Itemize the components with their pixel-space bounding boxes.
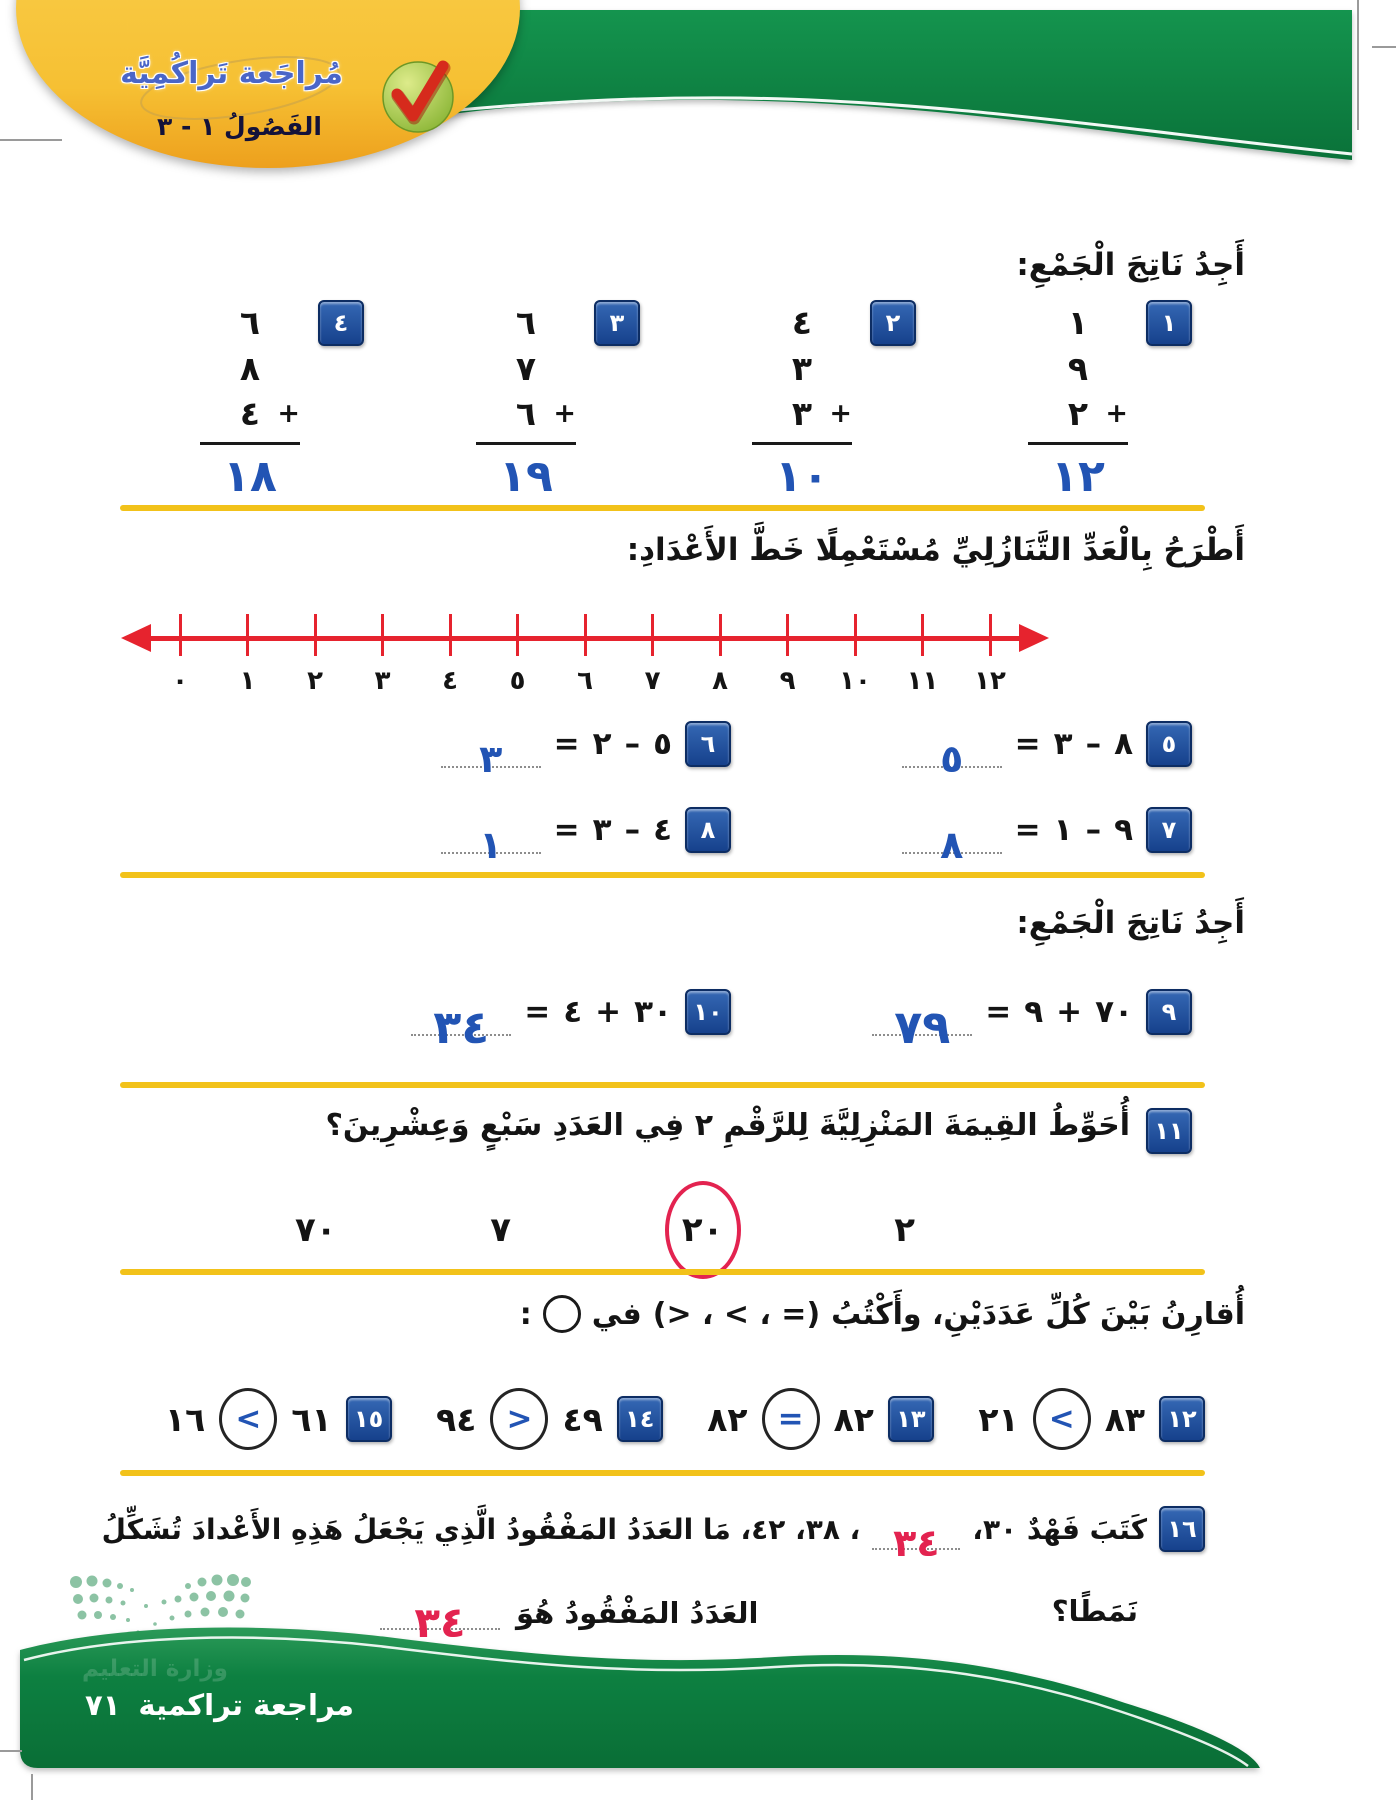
minus-sign: – bbox=[624, 726, 641, 762]
problem-15 bbox=[165, 1388, 392, 1450]
problem-number-badge: ٦ bbox=[685, 721, 731, 767]
section-addition1-heading: أَجِدُ نَاتِجَ الْجَمْعِ: bbox=[1016, 247, 1245, 283]
left-number: ١٦ bbox=[165, 1399, 206, 1439]
problem-10 bbox=[330, 988, 731, 1054]
problem-number-badge: ٥ bbox=[1146, 721, 1192, 767]
vertical-addition-row bbox=[200, 300, 1192, 502]
equals-sign: = bbox=[1014, 812, 1041, 848]
crop-mark bbox=[1372, 46, 1396, 48]
addend: ٣ bbox=[791, 349, 813, 388]
handwritten-answer: ٣٤ bbox=[433, 1000, 490, 1054]
problem-6 bbox=[330, 720, 731, 781]
handwritten-answer: ١٢ bbox=[1051, 451, 1105, 502]
heading-colon: : bbox=[519, 1296, 532, 1332]
equals-sign: = bbox=[1014, 726, 1041, 762]
answer-blank bbox=[902, 806, 1002, 867]
handwritten-symbol: > bbox=[506, 1401, 533, 1437]
problem-number-badge: ١٠ bbox=[685, 989, 731, 1035]
page-subtitle: الفَصُولُ ١ - ٣ bbox=[157, 112, 322, 141]
equals-sign: = bbox=[524, 994, 551, 1030]
problem-number-badge: ١ bbox=[1146, 300, 1192, 346]
comparison-symbols: (> ، < ، =) bbox=[652, 1296, 821, 1332]
crop-mark bbox=[31, 1774, 33, 1800]
addend: ٨ bbox=[239, 349, 261, 388]
numberline-label: ٥ bbox=[509, 666, 526, 696]
crop-mark bbox=[1357, 0, 1359, 130]
handwritten-answer: ٣ bbox=[479, 737, 503, 781]
handwritten-answer-red: ٣٤ bbox=[893, 1521, 940, 1565]
numberline-label: ١ bbox=[239, 666, 256, 696]
addend: ٣ bbox=[791, 394, 813, 433]
left-number: ٢١ bbox=[978, 1399, 1019, 1439]
right-number: ٨٢ bbox=[833, 1399, 874, 1439]
minus-sign: – bbox=[624, 812, 641, 848]
handwritten-answer: ١ bbox=[479, 823, 503, 867]
handwritten-answer: ٨ bbox=[940, 823, 964, 867]
subtrahend: ١ bbox=[1053, 812, 1073, 848]
equals-sign: = bbox=[553, 812, 580, 848]
question-text: ، ٣٨، ٤٢، مَا العَدَدُ المَفْقُودُ الَّذِي يَجْعَلُ هَذِهِ الأَعْدادَ تُشَكِّلُ bbox=[101, 1512, 861, 1546]
answer-blank bbox=[872, 988, 972, 1054]
addend: ٤ bbox=[791, 303, 813, 342]
problem-12 bbox=[978, 1388, 1205, 1450]
plus-sign: + bbox=[553, 398, 576, 429]
handwritten-answer: ٥ bbox=[940, 737, 964, 781]
handwritten-answer-red: ٣٤ bbox=[414, 1598, 466, 1647]
subtrahend: ٣ bbox=[592, 812, 612, 848]
section-divider bbox=[120, 1470, 1205, 1476]
problem-16 bbox=[101, 1506, 1205, 1565]
handwritten-symbol: < bbox=[1048, 1401, 1075, 1437]
handwritten-answer: ٧٩ bbox=[894, 1000, 951, 1054]
right-number: ٤٩ bbox=[562, 1399, 603, 1439]
problem-number-badge: ١٣ bbox=[888, 1396, 934, 1442]
addend: ٧ bbox=[515, 349, 537, 388]
answer-blank bbox=[902, 720, 1002, 781]
placevalue-options bbox=[295, 1178, 915, 1282]
problem-5 bbox=[791, 720, 1192, 781]
minus-sign: – bbox=[1085, 726, 1102, 762]
numberline-label: ١١ bbox=[906, 666, 939, 696]
problem-number-badge: ٣ bbox=[594, 300, 640, 346]
minuend: ٩ bbox=[1114, 812, 1133, 848]
numberline-label: ٠ bbox=[172, 666, 188, 696]
addend: ٩ bbox=[1024, 994, 1044, 1030]
right-number: ٨٣ bbox=[1104, 1399, 1145, 1439]
addend: ٦ bbox=[515, 394, 537, 433]
option: ٧ bbox=[490, 1210, 511, 1250]
addend: ١ bbox=[1067, 303, 1089, 342]
handwritten-symbol: = bbox=[777, 1401, 804, 1437]
plus-sign: + bbox=[595, 994, 622, 1030]
checkmark-icon bbox=[383, 62, 453, 132]
numberline-label: ١٠ bbox=[839, 666, 871, 696]
page-number: ٧١ bbox=[85, 1688, 121, 1722]
addend: ٤ bbox=[563, 994, 583, 1030]
problem-number-badge: ١٤ bbox=[617, 1396, 663, 1442]
section-compare-heading bbox=[520, 1295, 1245, 1333]
problem-number-badge: ٩ bbox=[1146, 989, 1192, 1035]
addend: ٤ bbox=[239, 394, 261, 433]
section-divider bbox=[120, 1269, 1205, 1275]
handwritten-answer: ١٨ bbox=[223, 451, 277, 502]
numberline-label: ٧ bbox=[644, 666, 661, 696]
empty-circle-icon bbox=[543, 1295, 581, 1333]
subtraction-problems bbox=[330, 720, 1192, 867]
addend: ٦ bbox=[239, 303, 261, 342]
plus-sign: + bbox=[1105, 398, 1128, 429]
option: ٧٠ bbox=[295, 1210, 337, 1250]
problem-number-badge: ١٦ bbox=[1159, 1506, 1205, 1552]
problem-2 bbox=[752, 300, 916, 502]
option: ٢٠ bbox=[681, 1210, 724, 1250]
addend: ٣٠ bbox=[634, 994, 672, 1030]
equals-sign: = bbox=[985, 994, 1012, 1030]
heading-text: أُقارِنُ بَيْنَ كُلِّ عَدَدَيْنِ، وأَكْتُبُ bbox=[831, 1296, 1245, 1332]
problem-number-badge: ١٢ bbox=[1159, 1396, 1205, 1442]
heading-text: في bbox=[591, 1296, 642, 1332]
problem-9 bbox=[791, 988, 1192, 1054]
footer-section-name: مراجعة تراكمية bbox=[138, 1688, 354, 1722]
answer-label: العَدَدُ المَفْقُودُ هُوَ bbox=[516, 1596, 759, 1630]
question-text: أُحَوِّطُ القِيمَةَ المَنْزِلِيَّةَ لِلرَّقْمِ ٢ فِي العَدَدِ سَبْعٍ وَعِشْرِينَ؟ bbox=[325, 1108, 1130, 1143]
section-addition2-heading: أَجِدُ نَاتِجَ الْجَمْعِ: bbox=[1016, 905, 1245, 941]
section-subtraction-heading: أَطْرَحُ بِالْعَدِّ التَّنَازُلِيِّ مُسْتَعْمِلًا خَطَّ الأَعْدَادِ: bbox=[626, 532, 1245, 568]
number-line bbox=[125, 602, 1045, 702]
addend: ٧٠ bbox=[1095, 994, 1133, 1030]
section-divider bbox=[120, 505, 1205, 511]
addend: ٩ bbox=[1067, 349, 1089, 388]
minuend: ٨ bbox=[1114, 726, 1133, 762]
comparison-circle bbox=[762, 1388, 820, 1450]
problem-14 bbox=[436, 1388, 663, 1450]
minuend: ٥ bbox=[653, 726, 672, 762]
numberline-label: ٢ bbox=[307, 666, 323, 696]
header-banner-art bbox=[0, 0, 1396, 210]
comparison-circle bbox=[490, 1388, 548, 1450]
problem-number-badge: ٢ bbox=[870, 300, 916, 346]
handwritten-answer: ١٠ bbox=[775, 451, 829, 502]
problem-number-badge: ١٥ bbox=[346, 1396, 392, 1442]
page-title: مُراجَعة تَراكُمِيَّة bbox=[120, 56, 343, 91]
question-text: كَتَبَ فَهْدٌ ٣٠، bbox=[972, 1512, 1147, 1546]
circled-answer bbox=[665, 1181, 741, 1279]
addend: ٢ bbox=[1067, 394, 1089, 433]
problem-3 bbox=[476, 300, 640, 502]
problem-4 bbox=[200, 300, 364, 502]
handwritten-answer: ١٩ bbox=[499, 451, 553, 502]
question-text-continued: نَمَطًا؟ bbox=[1051, 1594, 1138, 1628]
numberline-label: ١٢ bbox=[974, 666, 1006, 696]
problem-13 bbox=[707, 1388, 934, 1450]
subtrahend: ٣ bbox=[1053, 726, 1073, 762]
plus-sign: + bbox=[829, 398, 852, 429]
numberline-label: ٣ bbox=[374, 666, 391, 696]
option: ٢ bbox=[894, 1210, 915, 1250]
plus-sign: + bbox=[277, 398, 300, 429]
left-number: ٨٢ bbox=[707, 1399, 748, 1439]
problem-number-badge: ٨ bbox=[685, 807, 731, 853]
section-divider bbox=[120, 1082, 1205, 1088]
problem-number-badge: ٧ bbox=[1146, 807, 1192, 853]
problem-1 bbox=[1028, 300, 1192, 502]
numberline-label: ٨ bbox=[712, 666, 728, 696]
answer-blank bbox=[441, 720, 541, 781]
problem-number-badge: ١١ bbox=[1146, 1108, 1192, 1154]
comparison-circle bbox=[219, 1388, 277, 1450]
addition2-problems bbox=[330, 988, 1192, 1054]
subtrahend: ٢ bbox=[592, 726, 612, 762]
numberline-label: ٤ bbox=[442, 666, 458, 696]
comparison-circle bbox=[1033, 1388, 1091, 1450]
answer-blank bbox=[441, 806, 541, 867]
footer-title bbox=[85, 1688, 354, 1722]
handwritten-symbol: < bbox=[235, 1401, 262, 1437]
equals-sign: = bbox=[553, 726, 580, 762]
left-number: ٩٤ bbox=[436, 1399, 477, 1439]
addend: ٦ bbox=[515, 303, 537, 342]
right-number: ٦١ bbox=[291, 1399, 332, 1439]
numberline-right-arrow-icon bbox=[1019, 624, 1049, 652]
minuend: ٤ bbox=[653, 812, 672, 848]
numberline-label: ٦ bbox=[577, 666, 593, 696]
section-divider bbox=[120, 872, 1205, 878]
problem-11 bbox=[326, 1108, 1192, 1154]
problem-7 bbox=[791, 806, 1192, 867]
numberline-label: ٩ bbox=[779, 666, 796, 696]
crop-mark bbox=[0, 1750, 22, 1752]
problem-number-badge: ٤ bbox=[318, 300, 364, 346]
compare-problems bbox=[165, 1388, 1205, 1450]
problem-8 bbox=[330, 806, 731, 867]
minus-sign: – bbox=[1085, 812, 1102, 848]
crop-mark bbox=[0, 139, 62, 141]
answer-blank bbox=[872, 1508, 960, 1565]
watermark-text: وزارة التعليم bbox=[82, 1656, 228, 1682]
plus-sign: + bbox=[1056, 994, 1083, 1030]
answer-blank bbox=[411, 988, 511, 1054]
